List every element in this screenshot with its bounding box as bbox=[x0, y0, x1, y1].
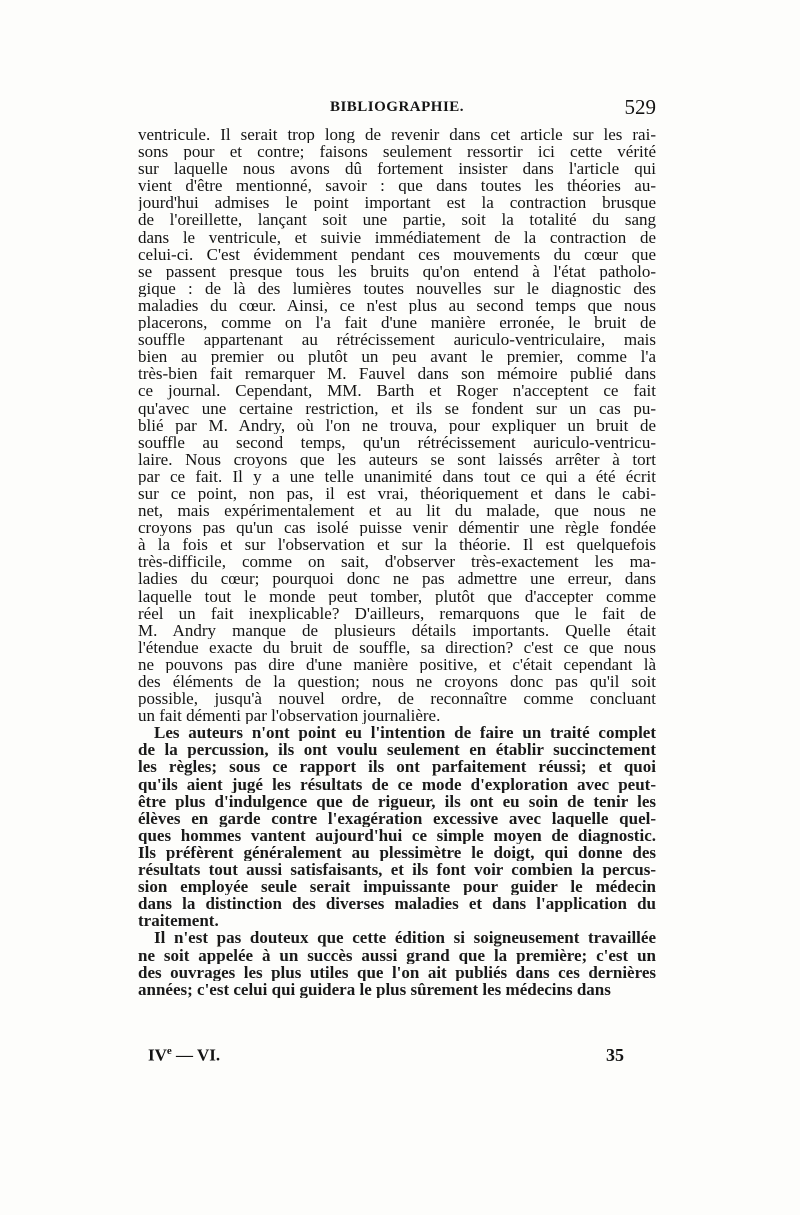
running-title: BIBLIOGRAPHIE. bbox=[329, 99, 465, 115]
page-footer bbox=[148, 1045, 624, 1069]
text-line: ce journal. Cependant, MM. Barth et Roger n'acceptent ce fait bbox=[138, 382, 656, 400]
text-line: dans le ventricule, et suivie immédiatement de la contraction de bbox=[138, 228, 656, 246]
body-text bbox=[138, 126, 656, 998]
text-line: laquelle tout le monde peut tomber, plutôt que d'accepter comme bbox=[138, 587, 656, 605]
text-line: de la percussion, ils ont voulu seulement en établir succinctement bbox=[138, 741, 656, 759]
text-line: qu'avec une certaine restriction, et ils se fondent sur un cas pu- bbox=[138, 399, 656, 417]
text-line: blié par M. Andry, où l'on ne trouva, pour expliquer un bruit de bbox=[138, 416, 656, 434]
signature-rest: — VI. bbox=[171, 1045, 221, 1065]
text-line: ladies du cœur; pourquoi donc ne pas admettre une erreur, dans bbox=[138, 570, 656, 588]
text-line: traitement. bbox=[138, 912, 219, 930]
text-line: Les auteurs n'ont point eu l'intention de faire un traité complet bbox=[154, 724, 656, 742]
text-line: de l'oreillette, lançant soit une partie, soit la totalité du sang bbox=[138, 211, 656, 229]
paragraph-1 bbox=[138, 126, 656, 724]
text-line: vient d'être mentionné, savoir : que dans toutes les théories au- bbox=[138, 177, 656, 195]
paragraph-3 bbox=[138, 929, 656, 997]
text-line: Il n'est pas douteux que cette édition si soigneusement travaillée bbox=[154, 929, 656, 947]
text-line: ques hommes vantent aujourd'hui ce simple moyen de diagnostic. bbox=[138, 826, 656, 844]
sheet-number: 35 bbox=[606, 1045, 624, 1065]
text-line: par ce fait. Il y a une telle unanimité dans tout ce qui a été écrit bbox=[138, 467, 656, 485]
text-line: celui-ci. C'est évidemment pendant ces mouvements du cœur que bbox=[138, 245, 656, 263]
text-line: gique : de là des lumières toutes nouvelles sur le diagnostic des bbox=[138, 279, 656, 297]
text-line: sur laquelle nous avons dû fortement insister dans l'article qui bbox=[138, 160, 656, 178]
text-line: net, mais expérimentalement et au lit du malade, que nous ne bbox=[138, 502, 656, 520]
text-line: résultats tout aussi satisfaisants, et ils font voir combien la percus- bbox=[138, 861, 656, 879]
text-line: sion employée seule serait impuissante pour guider le médecin bbox=[138, 878, 656, 896]
text-line: souffle au second temps, qu'un rétrécissement auriculo-ventricu- bbox=[138, 433, 656, 451]
text-line: jourd'hui admises le point important est la contraction brusque bbox=[138, 194, 656, 212]
text-line: élèves en garde contre l'exagération excessive avec laquelle quel- bbox=[138, 809, 656, 827]
text-line: réel un fait inexplicable? D'ailleurs, remarquons que le fait de bbox=[138, 604, 656, 622]
text-line: M. Andry manque de plusieurs détails importants. Quelle était bbox=[138, 621, 656, 639]
page-number: 529 bbox=[624, 95, 656, 119]
text-line: des ouvrages les plus utiles que l'on ait publiés dans ces dernières bbox=[138, 963, 656, 981]
text-line: laire. Nous croyons que les auteurs se sont laissés arrêter à tort bbox=[138, 450, 656, 468]
text-line: à la fois et sur l'observation et sur la théorie. Il est quelquefois bbox=[138, 536, 656, 554]
text-line: sur ce point, non pas, il est vrai, théoriquement et dans le cabi- bbox=[138, 484, 656, 503]
text-line: très-difficile, comme on sait, d'observer très-exactement les ma- bbox=[138, 553, 656, 571]
signature-main: IV bbox=[148, 1045, 167, 1065]
text-line: dans la distinction des diverses maladies et dans l'application du bbox=[138, 895, 656, 913]
text-line: croyons pas qu'un cas isolé puisse venir démentir une règle fondée bbox=[138, 519, 656, 537]
text-line: bien au premier ou plutôt un peu avant le premier, comme l'a bbox=[138, 348, 656, 366]
signature-mark bbox=[148, 1045, 220, 1066]
text-line: l'étendue exacte du bruit de souffle, sa direction? c'est ce que nous bbox=[138, 638, 656, 656]
text-line: Ils préfèrent généralement au plessimètre le doigt, qui donne des bbox=[138, 843, 656, 862]
text-line: ventricule. Il serait trop long de revenir dans cet article sur les rai- bbox=[138, 126, 656, 144]
text-line: qu'ils aient jugé les résultats de ce mode d'exploration avec peut- bbox=[138, 775, 656, 793]
text-line: sons pour et contre; faisons seulement ressortir ici cette vérité bbox=[138, 143, 656, 161]
text-line: être plus d'indulgence que de rigueur, ils ont eu soin de tenir les bbox=[138, 792, 656, 810]
text-line: maladies du cœur. Ainsi, ce n'est plus au second temps que nous bbox=[138, 296, 656, 315]
text-line: possible, jusqu'à nouvel ordre, de reconnaître comme concluant bbox=[138, 690, 656, 708]
page-header bbox=[138, 95, 656, 123]
text-line: très-bien fait remarquer M. Fauvel dans son mémoire publié dans bbox=[138, 365, 656, 383]
signature-sup: e bbox=[166, 1045, 172, 1057]
text-line: des éléments de la question; nous ne croyons donc pas qu'il soit bbox=[138, 673, 656, 691]
text-line: se passent presque tous les bruits qu'on entend à l'état patholo- bbox=[138, 262, 656, 280]
text-line: placerons, comme on l'a fait d'une manière erronée, le bruit de bbox=[138, 314, 656, 332]
text-line: ne pouvons pas dire d'une manière positive, et c'était cependant là bbox=[138, 655, 656, 673]
paragraph-2 bbox=[138, 724, 656, 929]
text-line: ne soit appelée à un succès aussi grand que la première; c'est un bbox=[138, 946, 656, 964]
text-line: souffle appartenant au rétrécissement auriculo-ventriculaire, mais bbox=[138, 331, 656, 349]
text-line: un fait démenti par l'observation journalière. bbox=[138, 707, 441, 725]
text-line: années; c'est celui qui guidera le plus sûrement les médecins dans bbox=[138, 980, 611, 998]
text-line: les règles; sous ce rapport ils ont parfaitement réussi; et quoi bbox=[138, 758, 656, 776]
